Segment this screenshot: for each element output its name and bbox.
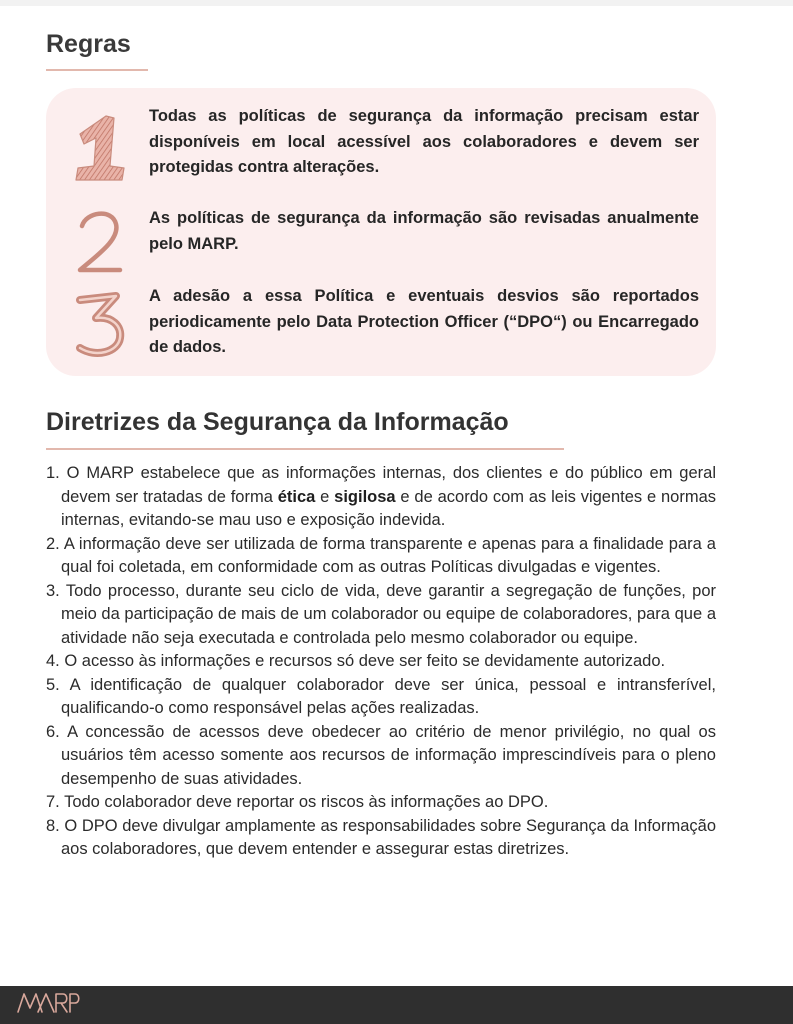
guideline-item-2 [46, 533, 716, 580]
guideline-number: 1. [46, 464, 60, 482]
rules-heading-underline [46, 69, 148, 71]
rule-text-2: As políticas de segurança da informação são revisadas anualmente pelo MARP. [149, 209, 699, 253]
guideline-number: 7. [46, 793, 60, 811]
guideline-item-7 [46, 791, 716, 815]
guideline-item-6 [46, 721, 716, 792]
rules-heading: Regras [46, 30, 131, 58]
rule-text-3: A adesão a essa Política e eventuais desvios são reportados periodicamente pelo Data Protection Officer (“DPO“) ou Encarregado de dados. [149, 287, 699, 356]
marp-logo [16, 990, 80, 1016]
guidelines-list [46, 462, 716, 862]
guideline-number: 4. [46, 652, 60, 670]
guideline-item-5 [46, 674, 716, 721]
guideline-bold-word: sigilosa [334, 487, 396, 506]
rule-text-1: Todas as políticas de segurança da informação precisam estar disponíveis em local acessível aos colaboradores e devem ser protegidas contra alterações. [149, 107, 699, 176]
guideline-text: Todo processo, durante seu ciclo de vida, deve garantir a segregação de funções, por meio da participação de mais de um colaborador ou equipe de colaboradores, para que a atividade não seja executada e controlada pelo mesmo colaborador ou equipe. [61, 581, 716, 647]
guideline-text: A informação deve ser utilizada de forma transparente e apenas para a finalidade para a qual foi coletada, em conformidade com as outras Políticas divulgadas e vigentes. [61, 534, 716, 576]
guideline-text: A identificação de qualquer colaborador deve ser única, pessoal e intransferível, qualificando-o como responsável pelas ações realizadas. [61, 675, 716, 717]
guidelines-heading: Diretrizes da Segurança da Informação [46, 408, 509, 436]
footer-bar [0, 986, 793, 1024]
page-top-shade [0, 0, 793, 6]
guideline-number: 6. [46, 722, 60, 741]
guideline-bold-word: ética [277, 487, 316, 506]
guideline-text: A concessão de acessos deve obedecer ao critério de menor privilégio, no qual os usuários têm acesso somente aos recursos de informação imprescindíveis para o pleno desempenho de suas atividades. [61, 722, 716, 788]
number-one-icon [66, 108, 136, 184]
guideline-text: Todo colaborador deve reportar os riscos às informações ao DPO. [64, 793, 549, 811]
guideline-number: 8. [46, 816, 60, 835]
guidelines-heading-underline [46, 448, 564, 450]
rules-box [46, 88, 716, 376]
guideline-number: 2. [46, 534, 60, 553]
guideline-text-part: e de acordo com as leis vigentes e normas internas, evitando-se mau uso e exposição indevida. [61, 487, 716, 529]
number-three-icon [66, 286, 136, 362]
guideline-item-4 [46, 650, 716, 674]
guideline-item-3 [46, 580, 716, 651]
guideline-number: 3. [46, 581, 60, 600]
number-two-icon [66, 204, 136, 280]
guideline-text-part: e [315, 487, 335, 506]
guideline-text: O DPO deve divulgar amplamente as responsabilidades sobre Segurança da Informação aos colaboradores, que devem entender e assegurar estas diretrizes. [61, 816, 716, 858]
guideline-item-1 [46, 462, 716, 533]
guideline-text: O acesso às informações e recursos só deve ser feito se devidamente autorizado. [64, 652, 666, 670]
guideline-number: 5. [46, 675, 60, 694]
guideline-text-part: O MARP estabelece que as informações internas, dos clientes e do público em geral devem ser tratadas de forma [61, 464, 716, 506]
guideline-item-8 [46, 815, 716, 862]
